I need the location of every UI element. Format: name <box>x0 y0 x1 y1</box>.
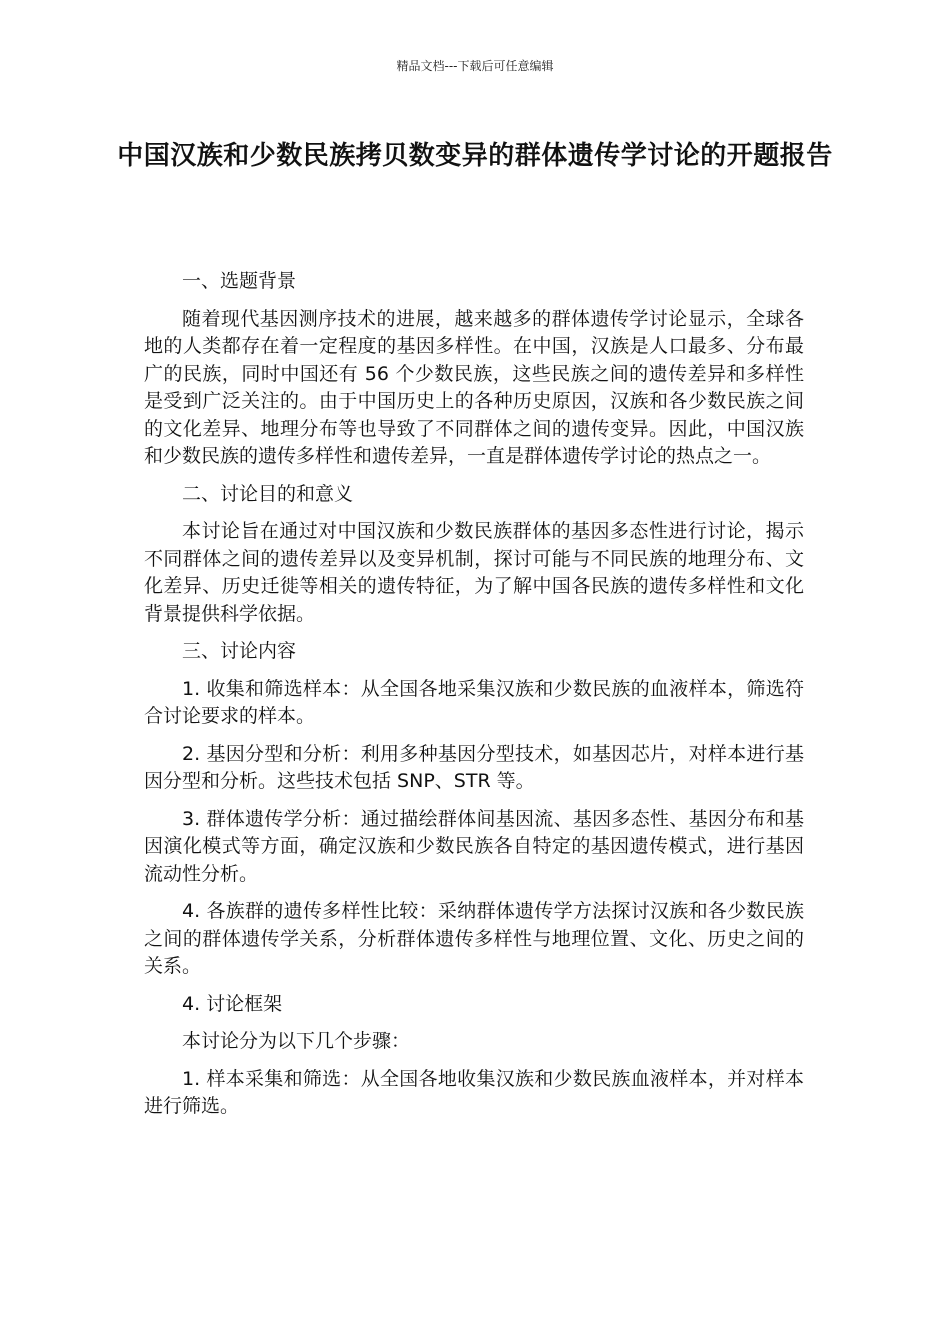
content-item-3: 3. 群体遗传学分析：通过描绘群体间基因流、基因多态性、基因分布和基因演化模式等方面，确定汉族和少数民族各自特定的基因遗传模式，进行基因流动性分析。 <box>144 807 804 885</box>
content-item-4: 4. 各族群的遗传多样性比较：采纳群体遗传学方法探讨汉族和各少数民族之间的群体遗传学关系，分析群体遗传多样性与地理位置、文化、历史之间的关系。 <box>144 900 804 977</box>
section-heading-content: 三、讨论内容 <box>182 640 297 662</box>
section-heading-framework: 4. 讨论框架 <box>182 992 283 1015</box>
background-paragraph: 随着现代基因测序技术的进展，越来越多的群体遗传学讨论显示，全球各地的人类都存在着一定程度的基因多样性。在中国，汉族是人口最多、分布最广的民族，同时中国还有 56 个少数民族，这些民族之间的遗传差异和多样性是受到广泛关注的。由于中国历史上的各种历史原因，汉族和各少数民族之间的文化差异、地理分布等也导致了不同群体之间的遗传变异。因此，中国汉族和少数民族的遗传多样性和遗传差异，一直是群体遗传学讨论的热点之一。 <box>144 307 804 467</box>
document-title: 中国汉族和少数民族拷贝数变异的群体遗传学讨论的开题报告 <box>117 141 833 171</box>
content-item-1: 1. 收集和筛选样本：从全国各地采集汉族和少数民族的血液样本，筛选符合讨论要求的样本。 <box>144 677 804 727</box>
content-item-2: 2. 基因分型和分析：利用多种基因分型技术，如基因芯片，对样本进行基因分型和分析。这些技术包括 SNP、STR 等。 <box>144 742 804 792</box>
framework-step-1: 1. 样本采集和筛选：从全国各地收集汉族和少数民族血液样本，并对样本进行筛选。 <box>144 1067 804 1117</box>
section-heading-purpose: 二、讨论目的和意义 <box>182 482 354 505</box>
header-note: 精品文档---下载后可任意编辑 <box>396 59 554 73</box>
purpose-paragraph: 本讨论旨在通过对中国汉族和少数民族群体的基因多态性进行讨论，揭示不同群体之间的遗传差异以及变异机制，探讨可能与不同民族的地理分布、文化差异、历史迁徙等相关的遗传特征，为了解中国各民族的遗传多样性和文化背景提供科学依据。 <box>144 520 804 625</box>
framework-intro: 本讨论分为以下几个步骤： <box>182 1030 411 1052</box>
document-body <box>144 268 804 1131</box>
section-heading-background: 一、选题背景 <box>182 270 297 292</box>
